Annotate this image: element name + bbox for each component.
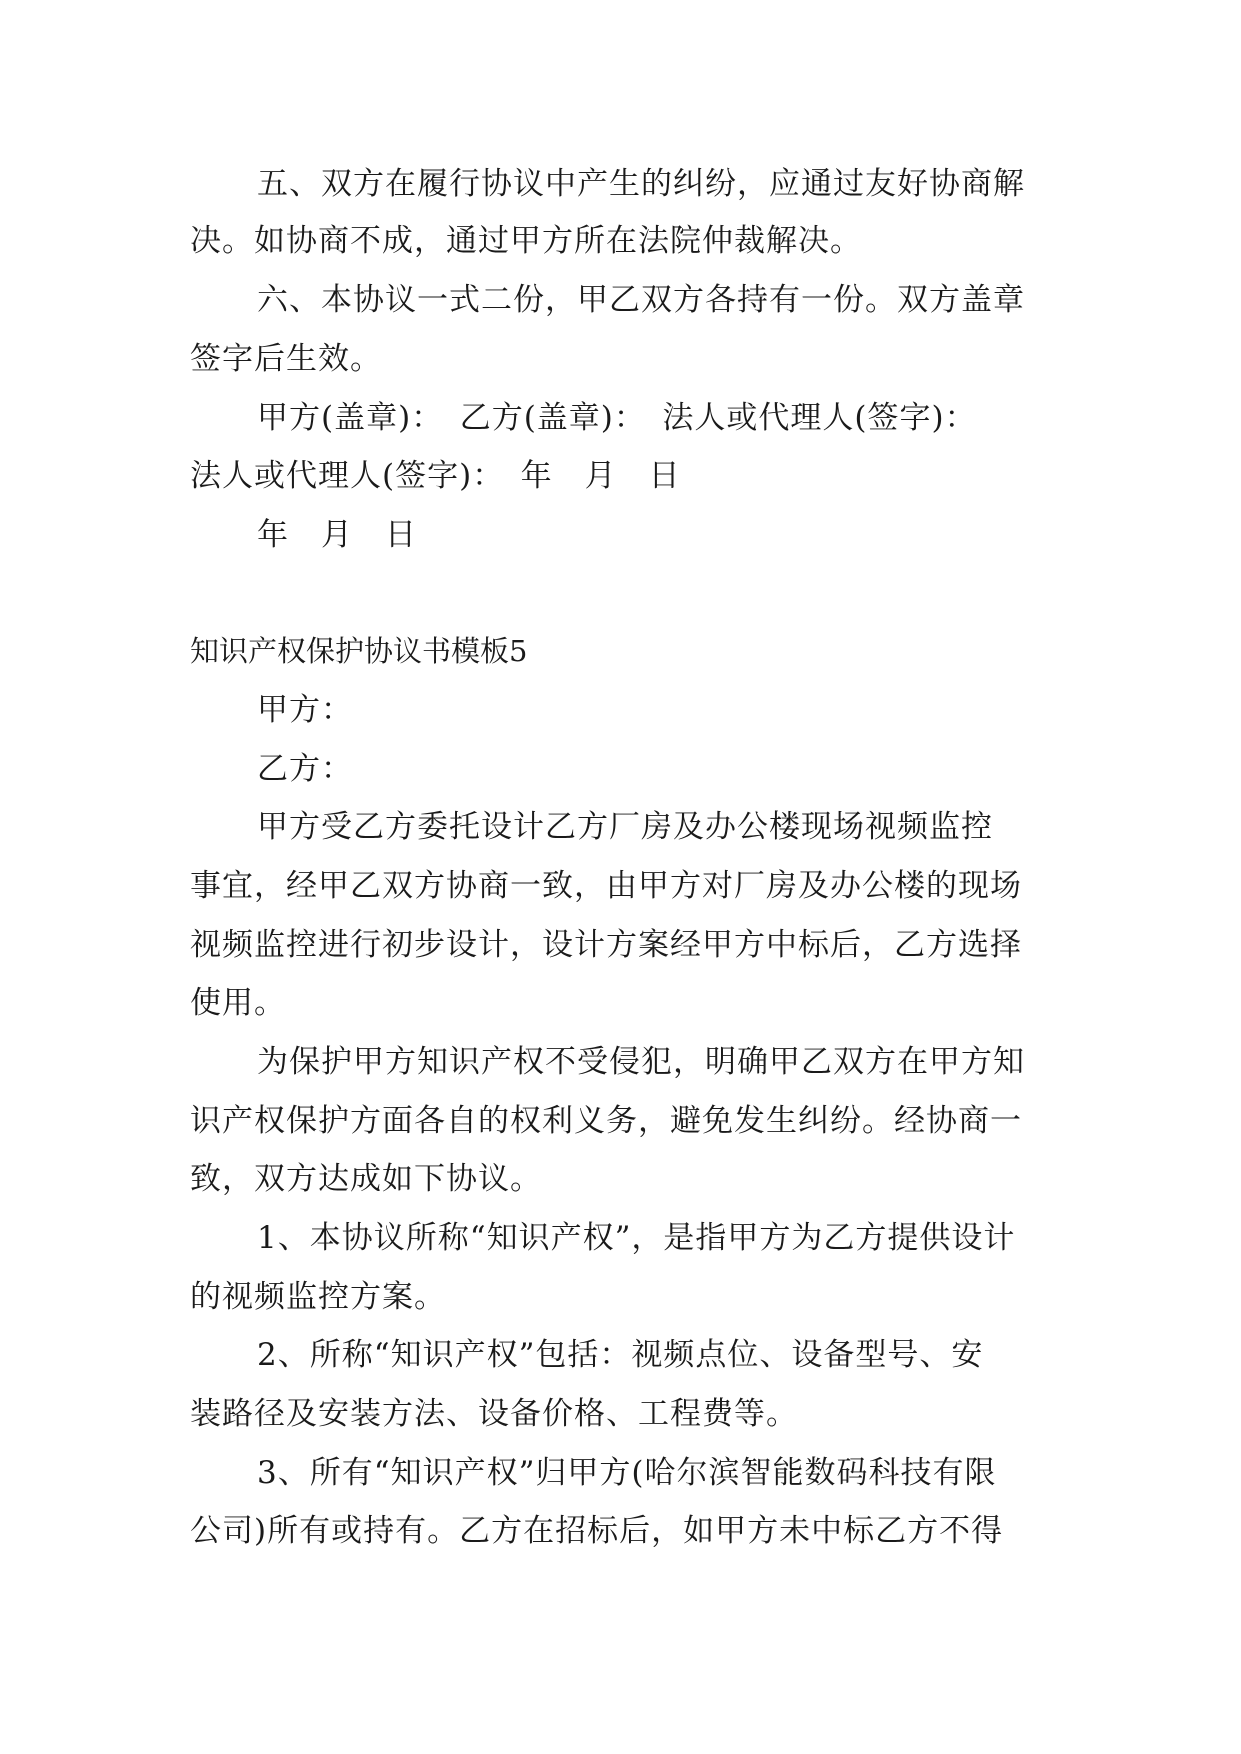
clause-line: 装路径及安装方法、设备价格、工程费等。 xyxy=(190,1396,798,1432)
paragraph-line: 视频监控进行初步设计，设计方案经甲方中标后，乙方选择 xyxy=(190,927,1022,963)
date-line: 年 月 日 xyxy=(257,517,417,553)
paragraph-line: 甲方受乙方委托设计乙方厂房及办公楼现场视频监控 xyxy=(257,809,993,845)
signature-line: 法人或代理人(签字)： 年 月 日 xyxy=(190,458,681,494)
paragraph-line: 识产权保护方面各自的权利义务，避免发生纠纷。经协商一 xyxy=(190,1103,1022,1139)
paragraph-line: 使用。 xyxy=(190,985,286,1021)
signature-line: 甲方(盖章)： 乙方(盖章)： 法人或代理人(签字)： xyxy=(257,400,977,436)
paragraph-line: 签字后生效。 xyxy=(190,341,382,377)
paragraph-line: 为保护甲方知识产权不受侵犯，明确甲乙双方在甲方知 xyxy=(257,1044,1025,1080)
section-heading: 知识产权保护协议书模板5 xyxy=(190,634,528,668)
clause-line: 3、所有“知识产权”归甲方(哈尔滨智能数码科技有限 xyxy=(257,1455,997,1491)
paragraph-line: 决。如协商不成，通过甲方所在法院仲裁解决。 xyxy=(190,223,862,259)
paragraph-line: 致，双方达成如下协议。 xyxy=(190,1161,542,1197)
party-b-label: 乙方： xyxy=(257,751,353,787)
clause-line: 2、所称“知识产权”包括：视频点位、设备型号、安 xyxy=(257,1337,984,1373)
clause-line: 1、本协议所称“知识产权”，是指甲方为乙方提供设计 xyxy=(257,1220,1016,1256)
clause-line: 公司)所有或持有。乙方在招标后，如甲方未中标乙方不得 xyxy=(190,1513,1004,1549)
paragraph-line: 六、本协议一式二份，甲乙双方各持有一份。双方盖章 xyxy=(257,282,1025,318)
paragraph-line: 五、双方在履行协议中产生的纠纷，应通过友好协商解 xyxy=(257,166,1025,202)
paragraph-line: 事宜，经甲乙双方协商一致，由甲方对厂房及办公楼的现场 xyxy=(190,868,1022,904)
clause-line: 的视频监控方案。 xyxy=(190,1279,446,1315)
party-a-label: 甲方： xyxy=(257,692,353,728)
